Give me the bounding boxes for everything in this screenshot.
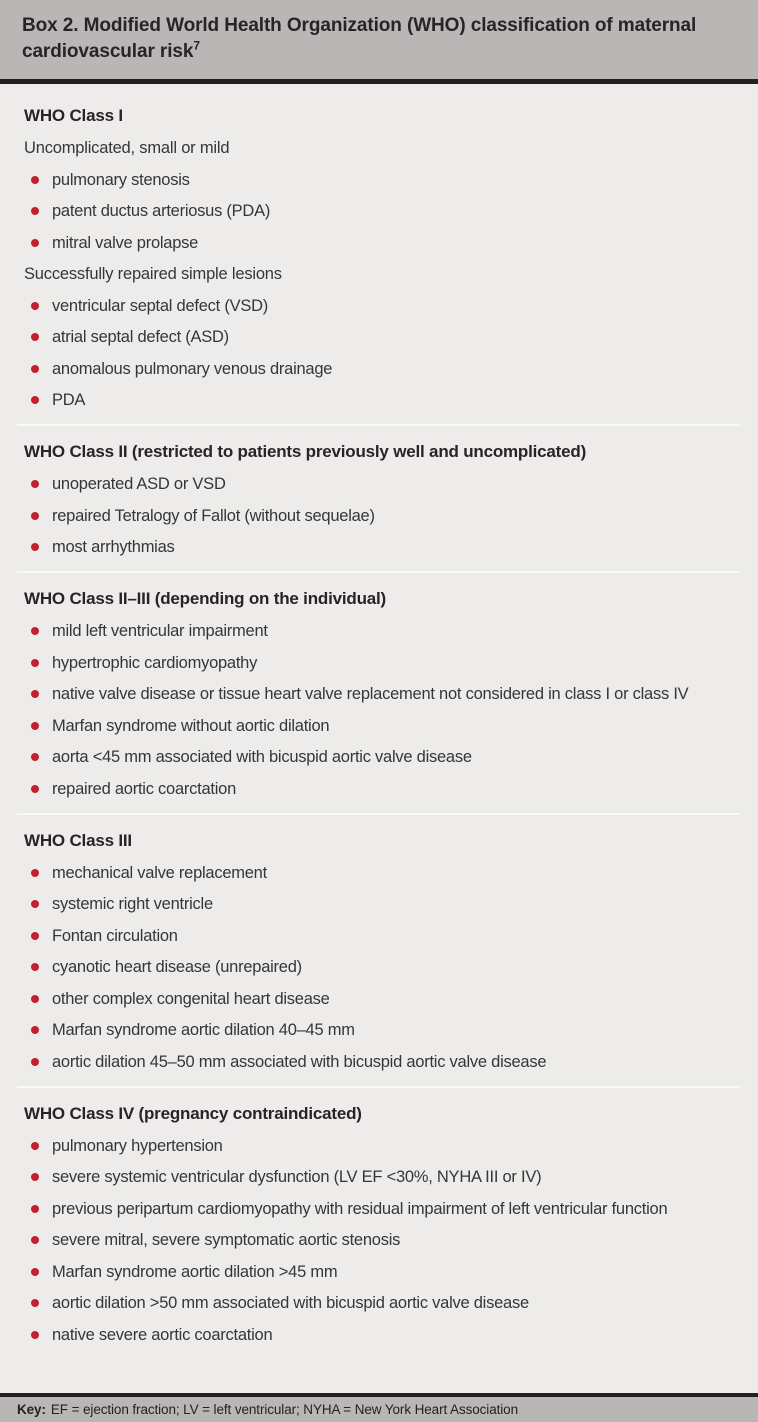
list-item [24,1051,740,1073]
bullet-icon [31,365,39,373]
who-class-section [24,830,740,1073]
bullet-icon [31,1331,39,1339]
who-class-section [24,105,740,411]
list-item [24,746,740,768]
list-item [24,473,740,495]
list-item [24,1229,740,1251]
list-item-text: previous peripartum cardiomyopathy with residual impairment of left ventricular function [52,1199,668,1218]
who-class-section [24,588,740,800]
list-item-text: repaired Tetralogy of Fallot (without sequelae) [52,506,375,525]
list-item [24,536,740,558]
footer-key-text: EF = ejection fraction; LV = left ventricular; NYHA = New York Heart Association [50,1402,518,1417]
list-item [24,988,740,1010]
list-item [24,1292,740,1314]
list-item [24,862,740,884]
list-item [24,1166,740,1188]
list-item [24,389,740,411]
group-intro: Successfully repaired simple lesions [24,265,282,283]
bullet-icon [31,1026,39,1034]
bullet-icon [31,302,39,310]
bullet-icon [31,1142,39,1150]
list-item-text: ventricular septal defect (VSD) [52,296,269,315]
list-item-text: repaired aortic coarctation [52,779,237,798]
list-item [24,1324,740,1346]
bullet-icon [31,785,39,793]
list-item-text: aortic dilation 45–50 mm associated with bicuspid aortic valve disease [52,1052,547,1071]
bullet-icon [31,543,39,551]
list-item [24,925,740,947]
list-item-text: pulmonary hypertension [52,1136,223,1155]
list-item-text: severe mitral, severe symptomatic aortic stenosis [52,1231,401,1249]
bullet-icon [31,659,39,667]
box-title [22,13,728,65]
list-item-text: mitral valve prolapse [52,233,199,252]
section-divider [17,424,740,426]
list-item-text: other complex congenital heart disease [52,989,330,1008]
list-item [24,715,740,737]
box-header [0,0,758,79]
list-item [24,505,740,527]
bullet-icon [31,690,39,698]
list-item-text: aorta <45 mm associated with bicuspid aortic valve disease [52,748,472,766]
list-item [24,893,740,915]
list-item-text: Fontan circulation [52,926,178,945]
list-item [24,1198,740,1220]
list-item-text: patent ductus arteriosus (PDA) [52,202,271,220]
bullet-icon [31,869,39,877]
bullet-icon [31,1058,39,1066]
bullet-icon [31,900,39,908]
section-divider [17,1086,740,1088]
group-intro: Uncomplicated, small or mild [24,139,230,157]
list-item [24,1019,740,1041]
list-item-text: atrial septal defect (ASD) [52,328,229,346]
section-heading: WHO Class III [24,830,132,850]
list-item [24,200,740,222]
list-item [24,358,740,380]
list-item [24,232,740,254]
bullet-icon [31,480,39,488]
list-item-text: cyanotic heart disease (unrepaired) [52,958,302,976]
list-item-text: mechanical valve replacement [52,863,267,882]
list-item-text: native valve disease or tissue heart valve replacement not considered in class I or class IV [52,685,689,703]
box-footer [0,1397,758,1422]
footer-key-label: Key: [17,1402,46,1417]
who-class-section [24,441,740,558]
list-item-text: aortic dilation >50 mm associated with bicuspid aortic valve disease [52,1294,529,1312]
bullet-icon [31,1173,39,1181]
footer-key [17,1402,518,1417]
list-item-text: unoperated ASD or VSD [52,475,226,493]
list-item [24,169,740,191]
list-item [24,683,740,705]
list-item [24,620,740,642]
list-item [24,295,740,317]
section-heading: WHO Class II (restricted to patients previously well and uncomplicated) [24,442,587,461]
bullet-icon [31,1268,39,1276]
list-item [24,778,740,800]
bullet-icon [31,396,39,404]
bullet-icon [31,627,39,635]
list-item-text: severe systemic ventricular dysfunction (LV EF <30%, NYHA III or IV) [52,1168,542,1186]
list-item [24,1135,740,1157]
bullet-icon [31,1299,39,1307]
bullet-icon [31,995,39,1003]
list-item-text: PDA [52,391,86,409]
list-item-text: Marfan syndrome without aortic dilation [52,716,330,735]
bullet-icon [31,963,39,971]
bullet-icon [31,932,39,940]
bullet-icon [31,1205,39,1213]
section-heading: WHO Class IV (pregnancy contraindicated) [24,1103,362,1123]
list-item-text: hypertrophic cardiomyopathy [52,653,258,672]
bullet-icon [31,512,39,520]
list-item [24,652,740,674]
list-item-text: anomalous pulmonary venous drainage [52,359,333,378]
who-class-section [24,1103,740,1346]
bullet-icon [31,207,39,215]
section-divider [17,813,740,815]
list-item-text: mild left ventricular impairment [52,622,268,640]
reference-superscript: 7 [193,38,200,53]
bullet-icon [31,753,39,761]
bullet-icon [31,176,39,184]
box-body [0,84,758,1393]
section-divider [17,571,740,573]
bullet-icon [31,333,39,341]
list-item-text: most arrhythmias [52,538,175,556]
list-item-text: systemic right ventricle [52,895,213,913]
bullet-icon [31,239,39,247]
list-item [24,956,740,978]
section-heading: WHO Class II–III (depending on the individual) [24,589,386,608]
list-item-text: Marfan syndrome aortic dilation 40–45 mm [52,1021,355,1039]
bullet-icon [31,1236,39,1244]
box-title-text: Box 2. Modified World Health Organization (WHO) classification of maternal cardiovascular risk [22,15,697,62]
list-item-text: Marfan syndrome aortic dilation >45 mm [52,1262,338,1281]
bullet-icon [31,722,39,730]
list-item-text: pulmonary stenosis [52,170,190,189]
list-item [24,326,740,348]
list-item [24,1261,740,1283]
list-item-text: native severe aortic coarctation [52,1325,273,1344]
section-heading: WHO Class I [24,106,123,125]
